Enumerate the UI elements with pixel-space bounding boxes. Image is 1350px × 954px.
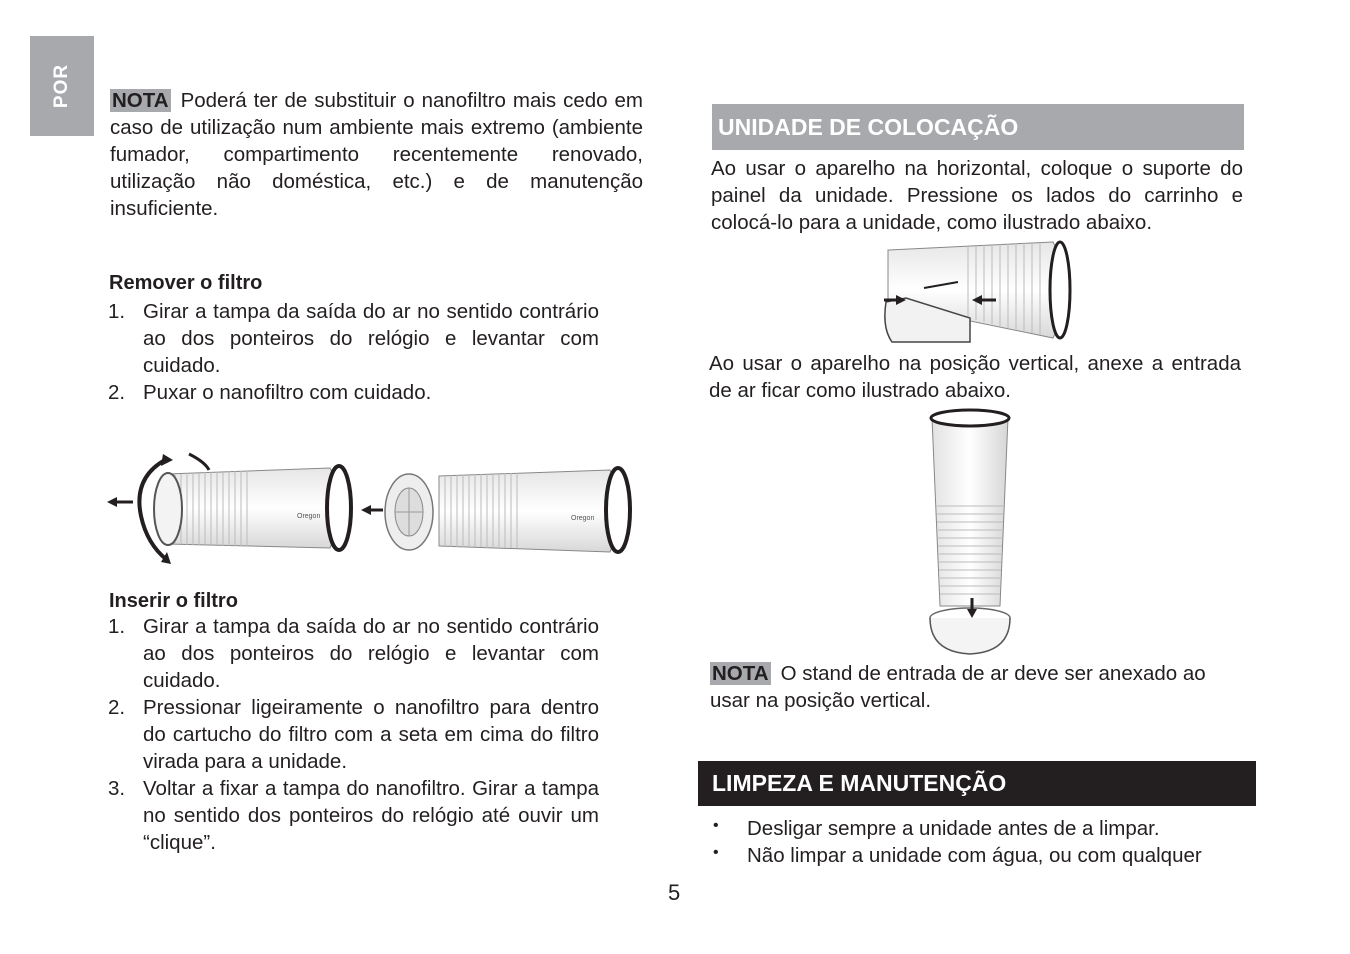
step-text: Pressionar ligeiramente o nanofiltro para dentro do cartucho do filtro com a seta em cima do filtro virada para a unidade. [143, 696, 599, 773]
remove-filter-steps [108, 298, 599, 406]
brand-logo: Oregon [571, 515, 595, 522]
note-paragraph [110, 87, 643, 222]
horizontal-stand-illustration [878, 238, 1078, 346]
step-text: Girar a tampa da saída do ar no sentido contrário ao dos ponteiros do relógio e levantar com cuidado. [143, 300, 599, 377]
cleaning-section-heading: LIMPEZA E MANUTENÇÃO [698, 761, 1256, 806]
language-tab-label: POR [51, 63, 72, 109]
list-item [711, 815, 1251, 842]
list-item [108, 775, 599, 856]
bullet-mark: • [713, 817, 719, 834]
step-number: 2. [108, 381, 126, 404]
note-tag: NOTA [712, 662, 769, 685]
list-item [108, 298, 599, 379]
vertical-stand-illustration [926, 406, 1026, 658]
brand-logo: Oregon [297, 513, 321, 520]
filter-cartridge-icon [385, 474, 433, 550]
step-number: 2. [108, 696, 126, 719]
purifier-tube-icon [154, 466, 351, 550]
placement-section-heading: UNIDADE DE COLOCAÇÃO [712, 104, 1244, 150]
list-item [108, 613, 599, 694]
note-text: Poderá ter de substituir o nanofiltro mais cedo em caso de utilização num ambiente mais extremo (ambiente fumador, compartimento recentemente renovado, utilização não doméstica, etc.) e de manutenção insuficiente. [110, 89, 643, 220]
bullet-text: Desligar sempre a unidade antes de a limpar. [747, 817, 1160, 840]
left-arrow-icon [107, 497, 133, 507]
step-number: 1. [108, 615, 126, 638]
remove-filter-heading: Remover o filtro [109, 272, 263, 294]
bullet-mark: • [713, 844, 719, 861]
step-number: 3. [108, 777, 126, 800]
step-text: Puxar o nanofiltro com cuidado. [143, 381, 432, 404]
purifier-tube-icon [439, 468, 630, 552]
note-text: O stand de entrada de ar deve ser anexado ao usar na posição vertical. [710, 662, 1206, 712]
left-arrow-icon [361, 505, 383, 515]
step-text: Girar a tampa da saída do ar no sentido contrário ao dos ponteiros do relógio e levantar com cuidado. [143, 615, 599, 692]
language-tab [30, 36, 94, 136]
list-item [711, 842, 1251, 869]
step-text: Voltar a fixar a tampa do nanofiltro. Girar a tampa no sentido dos ponteiros do relógio até ouvir um “clique”. [143, 777, 599, 854]
cleaning-bullets [711, 815, 1251, 869]
insert-filter-heading: Inserir o filtro [109, 590, 238, 612]
vertical-note-paragraph [710, 660, 1244, 714]
note-tag: NOTA [112, 89, 169, 112]
filter-removal-illustration [105, 448, 635, 570]
list-item [108, 379, 599, 406]
bullet-text: Não limpar a unidade com água, ou com qualquer [747, 844, 1202, 867]
insert-filter-steps [108, 613, 599, 856]
vertical-placement-text: Ao usar o aparelho na posição vertical, anexe a entrada de ar ficar como ilustrado abaixo. [709, 352, 1241, 402]
horizontal-placement-text: Ao usar o aparelho na horizontal, coloque o suporte do painel da unidade. Pressione os lados do carrinho e colocá-lo para a unidade, como ilustrado abaixo. [711, 157, 1243, 234]
list-item [108, 694, 599, 775]
step-number: 1. [108, 300, 126, 323]
page-number: 5 [668, 880, 681, 905]
